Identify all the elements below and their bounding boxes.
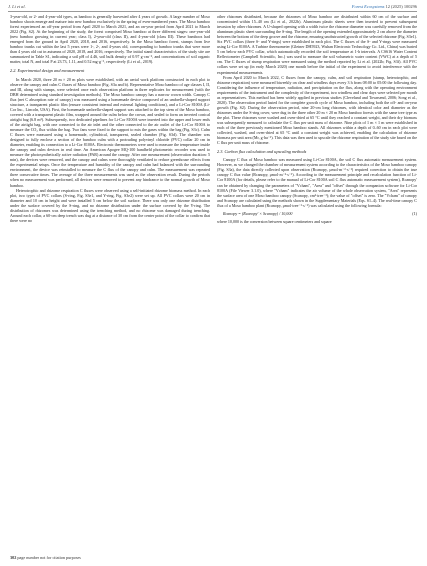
left-column xyxy=(10,14,210,223)
page-footer xyxy=(10,555,81,560)
header-rule xyxy=(8,11,417,12)
paragraph: Heterotrophic and rhizome respiration C fluxes were observed using a self-initiated rhizome biomass method. In each plot, two types of PVC collars (S-ring, Fig. S3e1, and Y-ring, Fig. S3e2) were set up. All PVC collars were 20 cm in diameter and 10 cm in height and were installed 5 cm below the soil surface. There was only one rhizome distribution under the surface covered by the S-ring, and no rhizome distribution under the surface covered by the Y-ring. The distribution of rhizomes was determined using the trenching method, and no rhizome was damaged during trenching. Around each collar, a 60-cm deep trench was dug at a distance of 30 cm from the center point of the collar to confirm that there were no xyxy=(10,187,210,223)
paragraph: In March 2020, three 20 m × 20 m plots were established, with an aerial work platform constructed in each plot to observe the canopy and culm C fluxes of Moso bamboo (Fig. S3a and b). Representative Moso bamboo of age classes I, II, and III, along with stumps, were selected once each observation platform in three replicates for measurement (with the DBH determined using standard investigation methods). The Moso bamboo canopy has a narrow crown width. Canopy C flux (net C absorption rate of canopy) was measured using a homemade device composed of an umbrella-shaped support structure, a transparent plastic film (ensure consistent internal and external lighting conditions), and a Li-Cor 8100A (Li-Cor Inc., Lincoln, USA). First, the homemade umbrella-shaped support was attached to the top stem of the Moso bamboo, covered with a transparent plastic film, wrapped around the culm below the crown, and sealed to form an inverted conical airtight bag (6.8 m³). Subsequently, two dedicated pipelines for Li-Cor 8100A were inserted into the upper and lower ends of the airtight bag, with one connected to the air inlet and the other connected to the air outlet of the Li-Cor 8100A to measure the CO₂ flux within the bag. Two fans were fixed to the support to mix the gases within the bag (Fig. S3c). Culm C fluxes were measured using a homemade, cylindrical, transparent, sealed chamber (Fig. S3d). The chamber was designed to fully enclose a section of the bamboo culm with a protruding polyvinyl chloride (PVC) collar 20 cm in diameter, enabling its connection to a Li-Cor 8100A. Electronic thermometers were used to measure the temperature inside the canopy and culm devices in real time. An American Apogee MQ-100 handheld photometric recorder was used to measure the photosynthetically active radiation (PAR) around the canopy. After one measurement (observation duration: 5 min), the devices were removed, and the canopy and culms were thoroughly ventilated to reduce greenhouse effects from the experimental setups. Once the temperature and humidity of the canopy and culm had balanced with the surrounding environment, the device was reinstalled to measure the C flux of the canopy and culm. The measurement was repeated three consecutive times. The average of the three measurements was used as the observation result. During the periods when no measurement was performed, all devices were removed to prevent any hindrance to the normal growth of Moso bamboo. xyxy=(10,76,210,188)
right-column xyxy=(217,14,417,224)
running-header-authors: J. Li et al. xyxy=(8,4,26,9)
paragraph: From April 2020 to March 2022, C fluxes from the canopy, culm, and soil respiration (stump, heterotrophic, and rhizome respiration) were measured biweekly on clear and windless days every 3 h from 08:00 to 05:00 the following day. Considering the influence of temperature, radiation, and precipitation on the flux, along with the operating environment requirements of the instrument and the complexity of the experiment, two windless and clear days were selected per month as representatives. This method has been widely applied in previous studies (Cleveland and Townsend, 2006; Song et al., 2020). The observation period lasted for the complete growth cycle of Moso bamboo, including both the off- and on-year growth (Fig. S2). During the observation period, nine 20-cm long rhizomes, with identical color and diameter as the rhizomes under the S-ring cover, were dug in the three other 20 m × 20 m Moso bamboo forests with the same tree type as the plot. These rhizomes were washed and oven-dried at 65 °C until they reached a constant weight, and their dry biomass was subsequently measured to calculate the C flux per unit mass of rhizome. Nine plots of 1 m × 1 m were established in each of the three previously mentioned Moso bamboo stands. All rhizomes within a depth of 0–60 cm in each plot were collected, washed, and oven-dried at 65 °C until a constant weight was achieved, enabling the calculation of rhizome biomass per unit area (Mr, g·ha⁻¹). This data was then used to upscale the rhizome respiration of the study site based on the C flux per unit mass of rhizome. xyxy=(217,74,418,146)
running-header-journal xyxy=(352,4,417,9)
equation-number: (1) xyxy=(412,210,417,216)
section-heading: 2.2. Experimental design and measurement xyxy=(10,68,85,74)
journal-name: Forest Ecosystems xyxy=(351,4,385,9)
paragraph: 3-year-old, or 2- and 4-year-old types, as bamboo is generally harvested after 4 years of growth. A large number of Moso bamboo shoots emerge and mature into new bamboo exclusively in the spring of even-numbered years. The Moso bamboo forest experienced an off-year period from April 2020 to March 2021, and an on-year period from April 2021 to March 2022 (Fig. S2). At the beginning of the study, the forest comprised Moso bamboo at three different stages: one-year-old (new bamboo growing in current year; class I), 2-year-old (class II), and 4-year-old (class III). These bamboos had emerged from the ground in April 2020, 2018, and 2016, respectively. In the Moso bamboo forest, stumps from live bamboo trunks cut within the last 5 years were 1-, 2-, and 4-years old, corresponding to bamboo trunks that were more than 4 years old cut in autumns of 2020, 2018, and 2016, respectively. The initial stand characteristics of the study site are summarized in Table S1, indicating a soil pH of 4.46, soil bulk density of 0.97 g·cm⁻³, and concentrations of soil organic matter, total N, and total P at 23.73, 1.11, and 0.52 mg·g⁻¹, respectively (Li et al., 2019). xyxy=(10,14,210,65)
paragraph: where 10,000 is the conversion between square centimeters and square xyxy=(217,218,332,224)
paragraph: Canopy C flux of Moso bamboo was measured using Li-Cor 8100A, the soil C flux automatic measurement system. However, as we changed the chamber of measurement system according to the characteristics of the Moso bamboo canopy (Fig. S3a), the data directly collected upon observation (Rcanopy, μmol·m⁻²·s⁻¹) required correction to obtain the true canopy C flux value (Rcanopy, μmol·m⁻²·s⁻¹). According to the measurement principle and recalculation function of Li-Cor 8100A (for details, please refer to the manual of Li-Cor 8100A soil C flux automatic measurement system), Rcanopy' can be obtained by changing the parameters of "Vcham", "Area" and "offset" through the companion software for Li-Cor 8100A (File Viewer 3.1.0), where "Vcham" indicates the air volume of the whole observation system, "Area" represents the surface area of one Moso bamboo canopy (Scanopy, cm²·tree⁻¹); the value of "offset" is zero. The "Vcham" of canopy and Scanopy are calculated using the methods shown in the Supplementary Materials (Eqs. S1–4). The real-time canopy C flux of a Moso bamboo plant (Rcanopy, μmol·tree⁻¹·s⁻¹) was calculated using the following formula: xyxy=(217,157,417,208)
section-heading: 2.3. Carbon flux calculation and upscaling methods xyxy=(217,149,307,155)
equation-block xyxy=(223,211,417,216)
journal-citation: 12 (2025) 100296 xyxy=(385,4,417,9)
page-number: 302 xyxy=(10,555,17,560)
paragraph: other rhizomes distributed, because the rhizomes of Moso bamboo are distributed within 60 cm of the surface and concentrated within 15–40 cm (Li et al., 2022b). Aluminum plastic sheets were then inserted to prevent subsequent invasion by other rhizomes. A U-shaped opening with a width twice the rhizome diameter was carefully removed from the aluminum plastic sheet surrounding the S-ring. The length of the opening extended approximately 2 cm above the diameter between the bottom of the deep groove and the rhizome, ensuring unobstructed growth of the selected rhizome (Fig. S3e1). Six PVC collars (three S- and Y-rings) were established in each plot. The C fluxes of the S- and Y-rings were measured using Li-Cor 8100A. A Turbine thermometer (Gleiner DH5923, Wuhan Electronic Technology Co. Ltd., China) was buried 5 cm below each PVC collar, which automatically recorded the soil temperature at 1-h intervals. A CS616 Water Content Reflectometer (Campbell Scientific, Inc.) was used to measure the soil volumetric water content (VWC) at a depth of 5 cm. The C fluxes of stump respiration were measured using the method reported by Li et al. (2022b; Fig. S3f). All PVC collars were set up (in early March 2020) one month before the initial of the experiment to avoid interference with the experimental measurements. xyxy=(217,14,417,75)
equation: Rcanopy = (Rcanopy' × Scanopy) / 10,000 xyxy=(223,210,293,216)
footer-note: page number not for citation purposes xyxy=(17,555,81,560)
